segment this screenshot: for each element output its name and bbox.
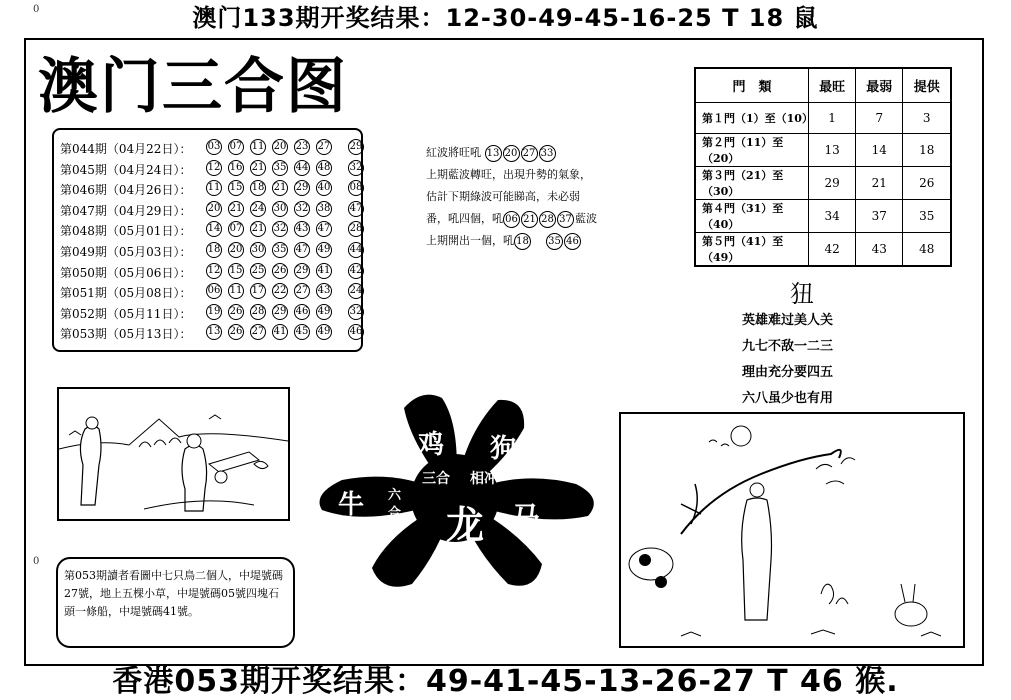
number-ball: 44 [294,160,310,176]
number-ball: 44 [348,242,364,258]
number-ball: 46 [294,304,310,320]
number-ball: 28 [348,221,364,237]
number-ball: 24 [348,283,364,299]
lady-drawing [621,414,963,646]
zodiac-ox: 牛 [338,490,365,520]
gate-name: 第５門（41）至（49） [695,233,809,267]
history-label: 第046期（04月26日）： [60,183,192,198]
number-ball: 27 [521,145,538,162]
gate-min: 21 [856,167,903,200]
number-ball: 42 [348,263,364,279]
column-header: 門 類 [695,68,809,103]
number-ball: 32 [294,201,310,217]
commentary-line-4 [426,210,626,232]
number-ball: 11 [206,180,222,196]
number-ball: 28 [539,211,556,228]
gate-name: 第３門（21）至（30） [695,167,809,200]
gate-offer: 3 [903,103,951,134]
number-ball: 26 [228,304,244,320]
gate-max: 29 [809,167,856,200]
commentary-text: 藍波 [575,212,597,225]
column-header: 提供 [903,68,951,103]
number-ball: 35 [546,233,563,250]
history-label: 第047期（04月29日）： [60,203,192,218]
number-ball: 25 [250,263,266,279]
zodiac-horse: 马 [512,501,541,534]
number-ball: 06 [206,283,222,299]
number-ball: 28 [250,304,266,320]
table-row [695,167,951,200]
zodiac-flower [312,388,598,602]
number-ball: 27 [294,283,310,299]
number-ball: 18 [514,233,531,250]
number-ball: 19 [206,304,222,320]
commentary-text: 番，吼四個，吼 [426,212,503,225]
history-label: 第045期（04月24日）： [60,162,192,177]
gate-max: 34 [809,200,856,233]
number-ball: 15 [228,180,244,196]
number-ball: 35 [272,160,288,176]
column-header: 最弱 [856,68,903,103]
number-ball: 49 [316,242,332,258]
macau-result-header: 澳门133期开奖结果：12-30-49-45-16-25 T 18 鼠 [192,4,819,32]
poem-line: 六八虽少也有用 [742,391,834,406]
number-ball: 30 [272,201,288,217]
gate-name: 第２門（11）至（20） [695,134,809,167]
commentary-text: 上期開出一個，吼 [426,234,514,247]
number-ball: 20 [206,201,222,217]
hongkong-result-footer: 香港053期开奖结果：49-41-45-13-26-27 T 46 猴. [112,664,899,699]
number-ball: 40 [316,180,332,196]
number-ball: 43 [294,221,310,237]
gate-min: 14 [856,134,903,167]
poem-line: 九七不敌一二三 [742,339,834,354]
liuhe-label-bottom: 合 [388,506,402,521]
table-row [695,200,951,233]
number-ball: 32 [272,221,288,237]
table-row [695,103,951,134]
number-ball: 07 [228,221,244,237]
number-ball: 16 [228,160,244,176]
commentary-line-5 [426,232,626,254]
number-ball: 22 [272,283,288,299]
commentary-text: 紅波將旺吼 [426,146,481,159]
number-ball: 30 [250,242,266,258]
number-ball: 13 [206,324,222,340]
gate-table-header [695,68,951,103]
number-ball: 17 [250,283,266,299]
number-ball: 21 [250,160,266,176]
poem [742,308,833,412]
history-label: 第052期（05月11日）： [60,306,192,321]
gate-max: 13 [809,134,856,167]
history-label: 第050期（05月06日）： [60,265,192,280]
number-ball: 49 [316,324,332,340]
gate-offer: 48 [903,233,951,267]
zodiac-rooster: 鸡 [418,430,445,460]
number-ball: 11 [250,139,266,155]
column-header: 最旺 [809,68,856,103]
illustration-two-men [57,387,290,521]
number-ball: 20 [228,242,244,258]
history-label: 第048期（05月01日）： [60,224,192,239]
poem-line: 理由充分要四五 [742,365,834,380]
number-ball: 20 [272,139,288,155]
corner-mark-left: 0 [33,556,40,567]
landscape-drawing [59,389,288,519]
history-label: 第051期（05月08日）： [60,286,192,301]
number-ball: 32 [348,160,364,176]
gate-name: 第１門（1）至（10） [695,103,809,134]
number-ball: 18 [206,242,222,258]
number-ball: 29 [294,180,310,196]
poem-title: 狃 [790,280,814,308]
gate-name: 第４門（31）至（40） [695,200,809,233]
commentary-line-2: 上期藍波轉旺，出現升勢的氣象， [426,168,591,181]
number-ball: 46 [348,324,364,340]
gate-offer: 18 [903,134,951,167]
number-ball: 33 [539,145,556,162]
number-ball: 47 [316,221,332,237]
number-ball: 07 [228,139,244,155]
number-ball: 13 [485,145,502,162]
number-ball: 26 [228,324,244,340]
number-ball: 37 [557,211,574,228]
history-label: 第049期（05月03日）： [60,245,192,259]
liuhe-label-top: 六 [388,488,402,503]
table-row [695,134,951,167]
number-ball: 29 [348,139,364,155]
number-ball: 38 [316,201,332,217]
number-ball: 03 [206,139,222,155]
number-ball: 41 [316,263,332,279]
number-ball: 24 [250,201,266,217]
gate-table [694,67,952,267]
number-ball: 21 [228,201,244,217]
number-ball: 21 [272,180,288,196]
number-ball: 46 [564,233,581,250]
gate-min: 7 [856,103,903,134]
number-ball: 48 [316,160,332,176]
commentary-line-3: 估計下期綠波可能睇高，未必弱 [426,190,580,203]
table-row [695,233,951,267]
number-ball: 47 [294,242,310,258]
number-ball: 12 [206,263,222,279]
number-ball: 47 [348,201,364,217]
riddle-box: 第053期讀者看圖中七只鳥二個人，中堤號碼27號，地上五棵小草，中堤號碼05號四塊石頭一條船，中堤號碼41號。 [56,557,295,648]
number-ball: 15 [228,263,244,279]
number-ball: 29 [294,263,310,279]
number-ball: 18 [250,180,266,196]
gate-offer: 35 [903,200,951,233]
history-label: 第044期（04月22日）： [60,142,192,156]
number-ball: 06 [503,211,520,228]
gate-min: 43 [856,233,903,267]
page-title: 澳门三合图 [38,52,348,122]
poem-line: 英雄难过美人关 [742,313,834,328]
commentary-line-1 [426,144,626,166]
number-ball: 27 [250,324,266,340]
number-ball: 32 [348,304,364,320]
illustration-lady-rabbit [619,412,965,648]
number-ball: 35 [272,242,288,258]
number-ball: 11 [228,283,244,299]
number-ball: 41 [272,324,288,340]
number-ball: 26 [272,263,288,279]
gate-max: 1 [809,103,856,134]
zodiac-dog: 狗 [490,434,517,464]
number-ball: 43 [316,283,332,299]
history-box [52,128,363,352]
gate-min: 37 [856,200,903,233]
history-label: 第053期（05月13日）： [60,327,192,342]
corner-mark-top: 0 [33,4,40,15]
number-ball: 29 [272,304,288,320]
number-ball: 21 [521,211,538,228]
number-ball: 49 [316,304,332,320]
commentary-block [426,144,626,254]
gate-max: 42 [809,233,856,267]
number-ball: 08 [348,180,364,196]
sanhe-label: 三合 [422,471,450,487]
gate-offer: 26 [903,167,951,200]
number-ball: 21 [250,221,266,237]
number-ball: 20 [503,145,520,162]
number-ball: 23 [294,139,310,155]
number-ball: 14 [206,221,222,237]
number-ball: 45 [294,324,310,340]
xiangchong-label: 相冲 [470,471,498,487]
number-ball: 27 [316,139,332,155]
number-ball: 12 [206,160,222,176]
zodiac-dragon: 龙 [446,503,485,547]
